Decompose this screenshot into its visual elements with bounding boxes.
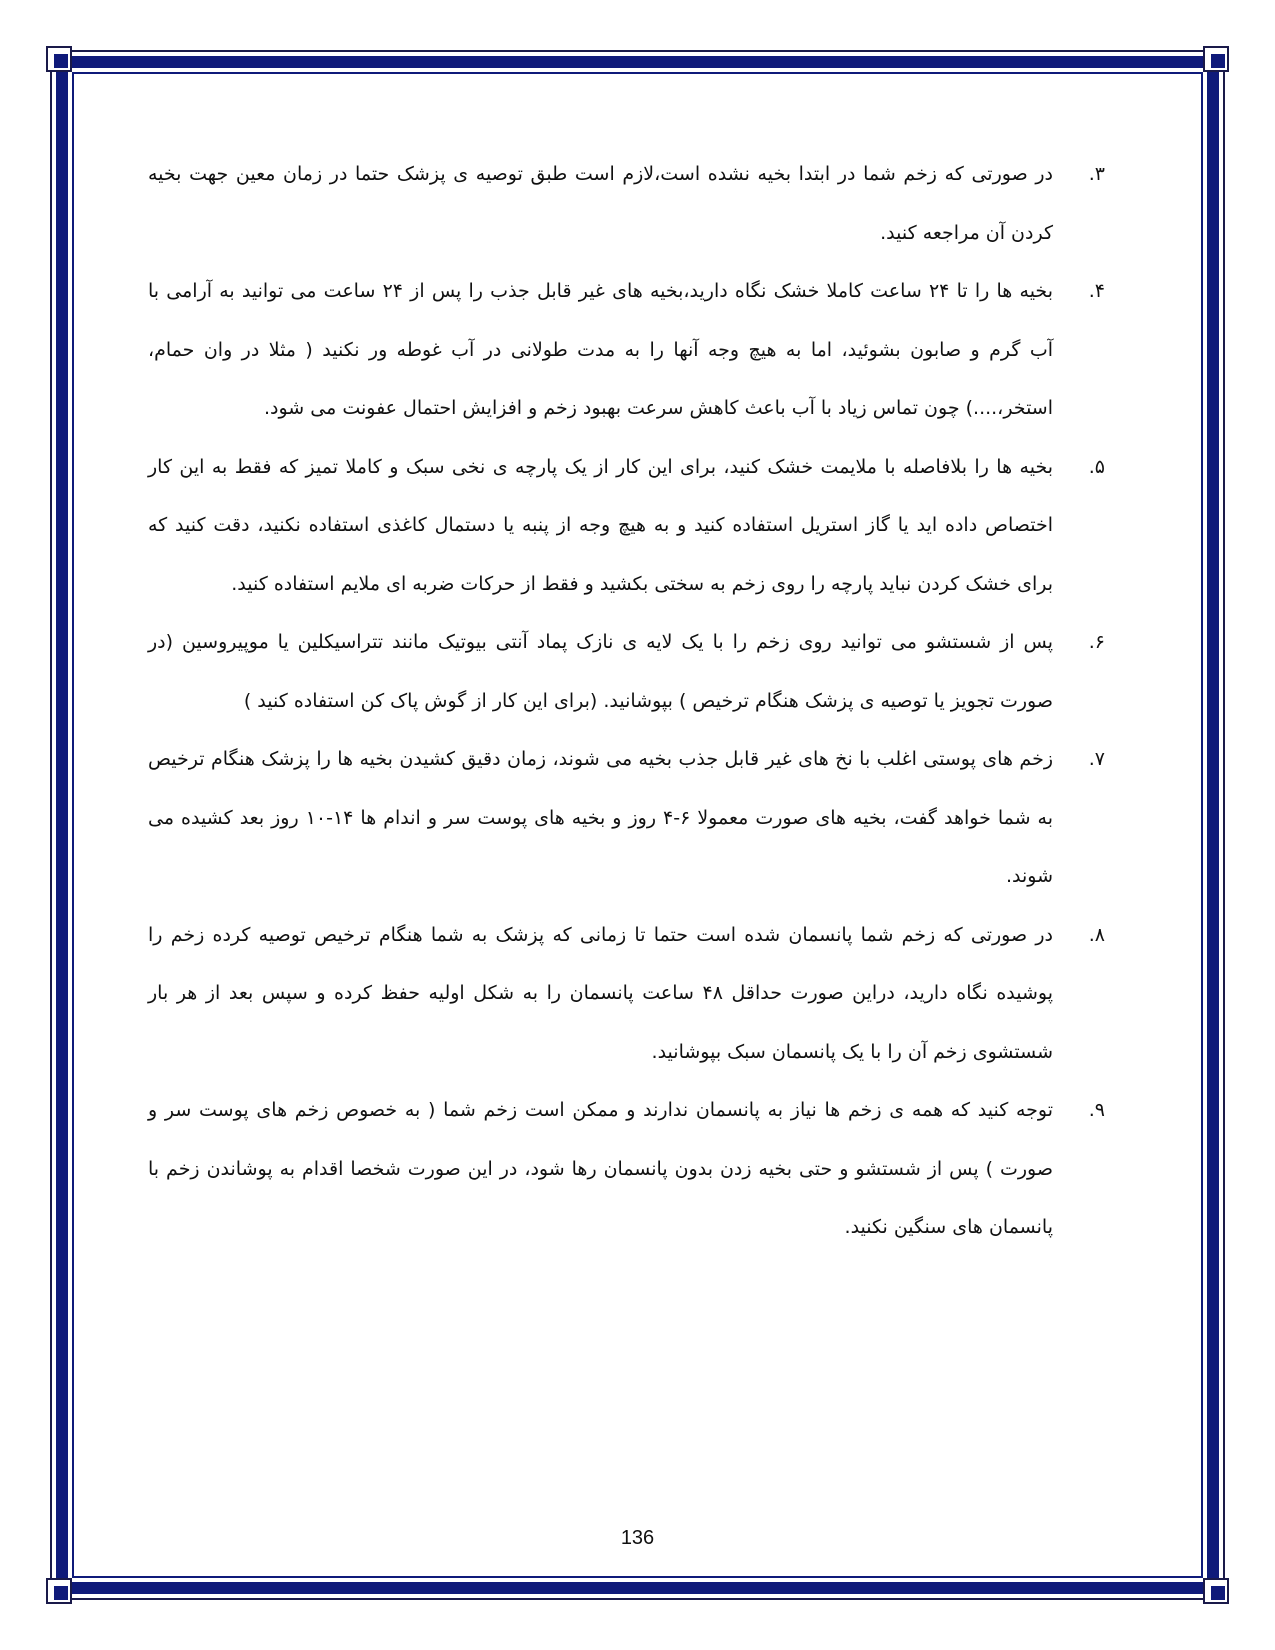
list-item-text: توجه کنید که همه ی زخم ها نیاز به پانسمان ندارند و ممکن است زخم شما ( به خصوص زخم های پوست سر و صورت ) پس از شستشو و حتی بخیه زدن بدون پانسمان رها شود، در این صورت شخصا اقدام به پوشاندن زخم با پانسمان های سنگین نکنید. [148,1099,1053,1238]
list-item [148,730,1105,906]
list-item-text: بخیه ها را تا ۲۴ ساعت کاملا خشک نگاه دارید،بخیه های غیر قابل جذب را پس از ۲۴ ساعت می توانید به آرامی با آب گرم و صابون بشوئید، اما به هیچ وجه آنها را به مدت طولانی در آب غوطه ور نکنید ( مثلا در وان حمام، استخر،....) چون تماس زیاد با آب باعث کاهش سرعت بهبود زخم و افزایش احتمال عفونت می شود. [148,280,1053,419]
list-item-number: ۳. [1088,163,1105,185]
list-item-text: در صورتی که زخم شما پانسمان شده است حتما تا زمانی که پزشک به شما هنگام ترخیص توصیه کرده زخم را پوشیده نگاه دارید، دراین صورت حداقل ۴۸ ساعت پانسمان را به شکل اولیه حفظ کرده و سپس بعد از هر بار شستشوی زخم آن را با یک پانسمان سبک بپوشانید. [148,923,1054,1063]
list-item [148,145,1105,262]
list-item-text: پس از شستشو می توانید روی زخم را با یک لایه ی نازک پماد آنتی بیوتیک مانند تتراسیکلین یا موپیروسین (در صورت تجویز یا توصیه ی پزشک هنگام ترخیص ) بپوشانید. (برای این کار از گوش پاک کن استفاده کنید ) [148,631,1053,712]
instructions-list [148,145,1105,1257]
page-number: 136 [620,1527,655,1549]
list-item-number: ۵. [1088,455,1105,478]
frame-corner-bottom-right [1203,1578,1229,1604]
list-item [148,906,1105,1082]
list-item [148,262,1105,438]
list-item [148,1081,1105,1257]
list-item-text: در صورتی که زخم شما در ابتدا بخیه نشده است،لازم است طبق توصیه ی پزشک حتما در زمان معین جهت بخیه کردن آن مراجعه کنید. [148,163,1053,244]
frame-corner-top-right [1203,46,1229,72]
list-item-number: ۸. [1088,923,1105,946]
list-item-text: زخم های پوستی اغلب با نخ های غیر قابل جذب بخیه می شوند، زمان دقیق کشیدن بخیه ها را پزشک هنگام ترخیص به شما خواهد گفت، بخیه های صورت معمولا ۶-۴ روز و بخیه های پوست سر و اندام ها ۱۴-۱۰ روز بعد کشیده می شوند. [148,748,1054,887]
list-item-number: ۹. [1088,1099,1105,1121]
frame-corner-top-left [46,46,72,72]
list-item-text: بخیه ها را بلافاصله با ملایمت خشک کنید، برای این کار از یک پارچه ی نخی سبک و کاملا تمیز که فقط به این کار اختصاص داده اید یا گاز استریل استفاده کنید و به هیچ وجه از پنبه یا دستمال کاغذی استفاده نکنید، دقت کنید که برای خشک کردن نباید پارچه را روی زخم به سختی بکشید و فقط از حرکات ضربه ای ملایم استفاده کنید. [148,455,1053,595]
list-item-number: ۷. [1088,748,1105,770]
list-item [148,613,1105,730]
list-item [148,438,1105,614]
list-item-number: ۴. [1088,280,1105,302]
list-item-number: ۶. [1088,631,1105,653]
frame-corner-bottom-left [46,1578,72,1604]
